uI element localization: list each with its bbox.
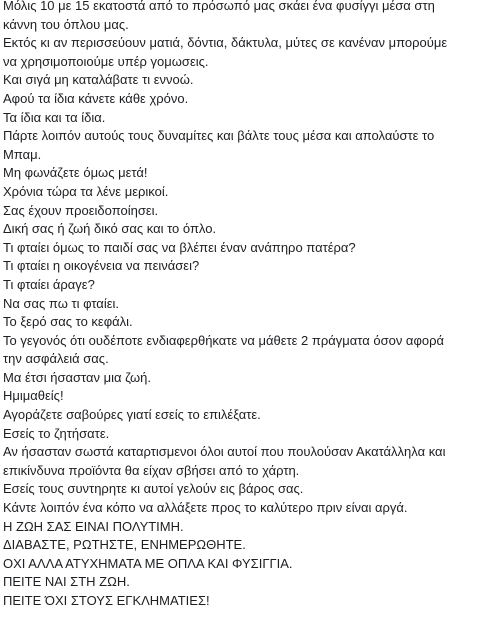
post-line: Εκτός κι αν περισσεύουν ματιά, δόντια, δάκτυλα, μύτες σε κανέναν μπορούμε	[3, 35, 448, 51]
post-line: ΠΕΙΤΕ ΌΧΙ ΣΤΟΥΣ ΕΓΚΛΗΜΑΤΙΕΣ!	[3, 593, 210, 608]
post-line: Αν ήσασταν σωστά καταρτισμενοι όλοι αυτοί που πουλούσαν Ακατάλληλα και	[3, 444, 446, 460]
post-line: Μπαμ.	[3, 146, 42, 162]
post-line: Τα ίδια και τα ίδια.	[3, 109, 106, 125]
post-line: Κάντε λοιπόν ένα κόπο να αλλάξετε προς το καλύτερο πριν είναι αργά.	[3, 500, 408, 516]
post-line: ΟΧΙ ΑΛΛΑ ΑΤΥΧΗΜΑΤΑ ΜΕ ΟΠΛΑ ΚΑΙ ΦΥΣΙΓΓΙΑ.	[3, 555, 293, 571]
post-line: Το ξερό σας το κεφάλι.	[3, 314, 133, 330]
post-line: την ασφάλειά σας.	[3, 351, 109, 367]
post-line: Μη φωνάζετε όμως μετά!	[3, 165, 148, 181]
post-line: Μόλις 10 με 15 εκατοστά από το πρόσωπό μας σκάει ένα φυσίγγι μέσα στη	[3, 0, 435, 13]
post-line: Σας έχουν προειδοποίησει.	[3, 202, 159, 218]
post-line: ΔΙΑΒΑΣΤΕ, ΡΩΤΗΣΤΕ, ΕΝΗΜΕΡΩΘΗΤΕ.	[3, 537, 246, 553]
post-line: Ημιμαθείς!	[3, 388, 64, 404]
post-line: να χρησιμοποιούμε υπέρ γομωσεις.	[3, 53, 209, 69]
post-line: Τι φταίει όμως το παιδί σας να βλέπει έναν ανάπηρο πατέρα?	[3, 239, 356, 255]
post-line: Αφού τα ίδια κάνετε κάθε χρόνο.	[3, 90, 189, 106]
post-line: Και σιγά μη καταλάβατε τι εννοώ.	[3, 72, 194, 88]
post-line: Δική σας ή ζωή δικό σας και το όπλο.	[3, 221, 217, 237]
post-line: Μα έτσι ήσασταν μια ζωή.	[3, 369, 151, 385]
post-line: κάννη του όπλου μας.	[3, 16, 129, 32]
post-line: Τι φταίει άραγε?	[3, 276, 95, 292]
post-line: Τι φταίει η οικογένεια να πεινάσει?	[3, 258, 200, 274]
post-line: Το γεγονός ότι ουδέποτε ενδιαφερθήκατε να μάθετε 2 πράγματα όσον αφορά	[3, 332, 445, 348]
post-line: Εσείς το ζητήσατε.	[3, 425, 110, 441]
post-line: Να σας πω τι φταίει.	[3, 295, 120, 311]
post-line: επικίνδυνα προϊόντα θα είχαν σβήσει από το χάρτη.	[3, 462, 300, 478]
post-line: ΠΕΙΤΕ ΝΑΙ ΣΤΗ ΖΩΗ.	[3, 574, 130, 590]
post-line: Η ΖΩΗ ΣΑΣ ΕΙΝΑΙ ΠΟΛΥΤΙΜΗ.	[3, 518, 184, 534]
post-line: Χρόνια τώρα τα λένε μερικοί.	[3, 183, 169, 199]
post-line: Πάρτε λοιπόν αυτούς τους δυναμίτες και βάλτε τους μέσα και απολαύστε το	[3, 128, 435, 144]
post-line: Εσείς τους συντηρητε κι αυτοί γελούν εις βάρος σας.	[3, 481, 304, 497]
post-line: Αγοράζετε σαβούρες γιατί εσείς το επιλέξατε.	[3, 407, 261, 423]
